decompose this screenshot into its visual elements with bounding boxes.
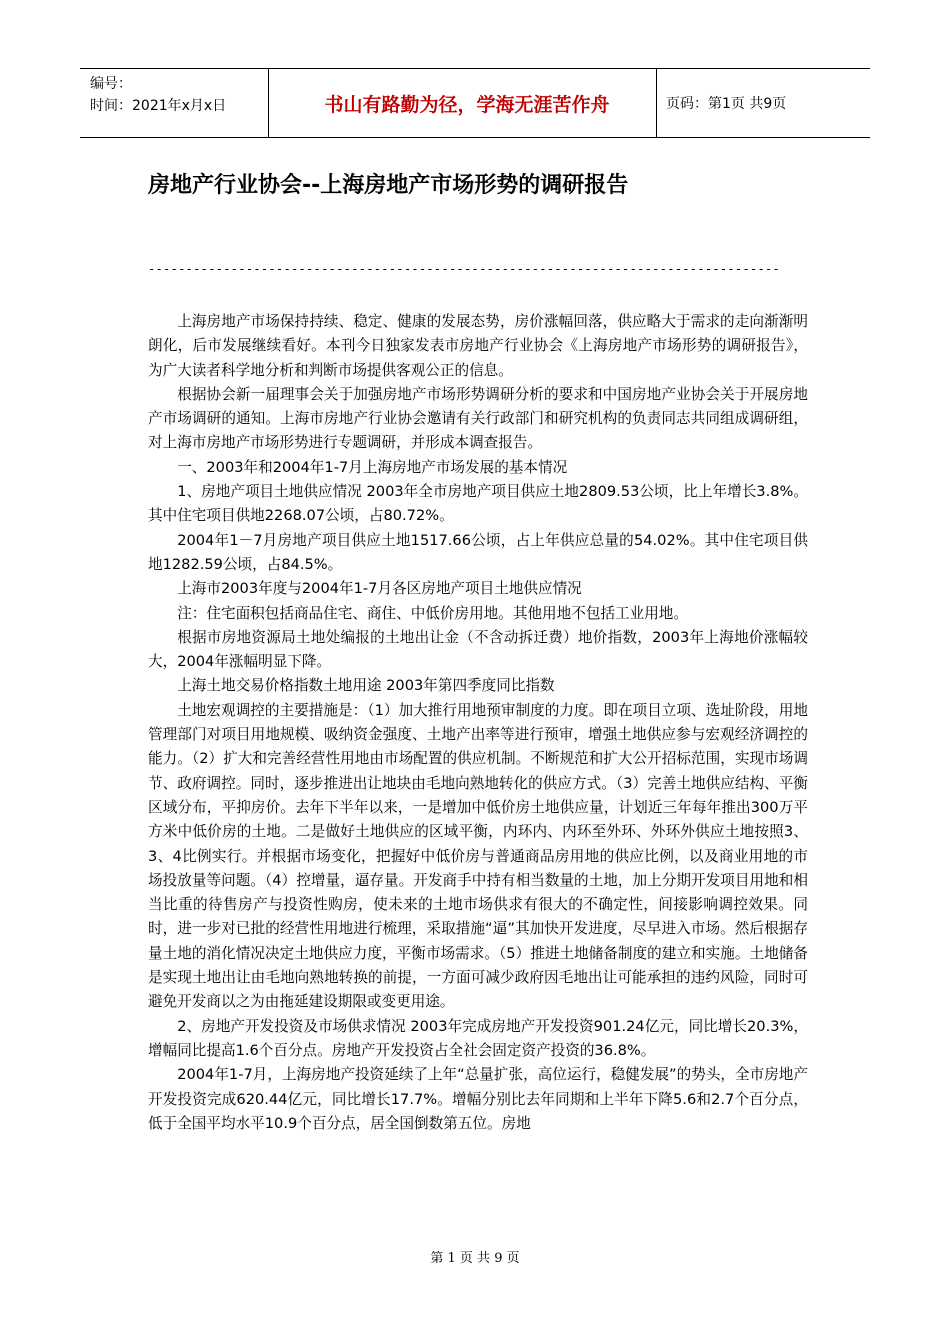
paragraph: 根据市房地资源局土地处编报的土地出让金（不含动拆迁费）地价指数，2003年上海地价涨幅较大，2004年涨幅明显下降。	[148, 628, 808, 671]
section-heading: 一、2003年和2004年1-7月上海房地产市场发展的基本情况	[177, 458, 568, 476]
paragraph: 2004年1-7月，上海房地产投资延续了上年“总量扩张，高位运行，稳健发展”的势头，全市房地产开发投资完成620.44亿元，同比增长17.7%。增幅分别比去年同期和上半年下降5.6和2.7个百分点，低于全国平均水平10.9个百分点，居全国倒数第五位。房地	[148, 1066, 808, 1132]
paragraph: 2、房地产开发投资及市场供求情况 2003年完成房地产开发投资901.24亿元，同比增长20.3%，增幅同比提高1.6个百分点。房地产开发投资占全社会固定资产投资的36.8%。	[148, 1017, 808, 1059]
date-label: 时间：2021年x月x日	[90, 98, 227, 114]
note: 注：住宅面积包括商品住宅、商住、中低价房用地。其他用地不包括工业用地。	[177, 604, 688, 622]
header-divider	[268, 69, 269, 137]
header-motto: 书山有路勤为径，学海无涯苦作舟	[324, 93, 610, 116]
document-title: 房地产行业协会--上海房地产市场形势的调研报告	[148, 173, 629, 198]
serial-number-label: 编号：	[90, 76, 132, 92]
paragraph: 2004年1－7月房地产项目供应土地1517.66公顷，占上年供应总量的54.02%。其中住宅项目供地1282.59公顷，占84.5%。	[148, 531, 808, 573]
page-footer: 第 1 页 共 9 页	[430, 1251, 520, 1266]
table-caption: 上海土地交易价格指数土地用途 2003年第四季度同比指数	[177, 677, 555, 695]
separator-line: ------------------------------------------------------------------------------------	[148, 262, 781, 276]
header-meta	[90, 73, 226, 117]
paragraph: 上海房地产市场保持持续、稳定、健康的发展态势，房价涨幅回落，供应略大于需求的走向渐渐明朗化，后市发展继续看好。本刊今日独家发表市房地产行业协会《上海房地产市场形势的调研报告》，为广大读者科学地分析和判断市场提供客观公正的信息。	[148, 313, 808, 379]
header-page-info: 页码：第1页 共9页	[666, 96, 787, 112]
table-caption: 上海市2003年度与2004年1-7月各区房地产项目土地供应情况	[177, 580, 582, 598]
page-header	[80, 68, 870, 138]
paragraph: 土地宏观调控的主要措施是：（1）加大推行用地预审制度的力度。即在项目立项、选址阶段，用地管理部门对项目用地规模、吸纳资金强度、土地产出率等进行预审，增强土地供应参与宏观经济调控的能力。（2）扩大和完善经营性用地由市场配置的供应机制。不断规范和扩大公开招标范围，实现市场调节、政府调控。同时，逐步推进出让地块由毛地向熟地转化的供应方式。（3）完善土地供应结构、平衡区域分布，平抑房价。去年下半年以来，一是增加中低价房土地供应量，计划近三年每年推出300万平方米中低价房的土地。二是做好土地供应的区域平衡，内环内、内环至外环、外环外供应土地按照3、3、4比例实行。并根据市场变化，把握好中低价房与普通商品房用地的供应比例，以及商业用地的市场投放量等问题。（4）控增量，逼存量。开发商手中持有相当数量的土地，加上分期开发项目用地和相当比重的待售房产与投资性购房，使未来的土地市场供求有很大的不确定性，间接影响调控效果。同时，进一步对已批的经营性用地进行梳理，采取措施“逼”其加快开发进度，尽早进入市场。然后根据存量土地的消化情况决定土地供应力度，平衡市场需求。（5）推进土地储备制度的建立和实施。土地储备是实现土地出让由毛地向熟地转换的前提，一方面可减少政府因毛地出让可能承担的违约风险，同时可避免开发商以之为由拖延建设期限或变更用途。	[148, 701, 808, 1011]
document-body	[148, 310, 808, 1136]
paragraph: 1、房地产项目土地供应情况 2003年全市房地产项目供应土地2809.53公顷，比上年增长3.8%。其中住宅项目供地2268.07公顷，占80.72%。	[148, 483, 808, 525]
paragraph: 根据协会新一届理事会关于加强房地产市场形势调研分析的要求和中国房地产业协会关于开展房地产市场调研的通知。上海市房地产行业协会邀请有关行政部门和研究机构的负责同志共同组成调研组，对上海市房地产市场形势进行专题调研，并形成本调查报告。	[148, 385, 808, 452]
header-divider	[656, 69, 657, 137]
